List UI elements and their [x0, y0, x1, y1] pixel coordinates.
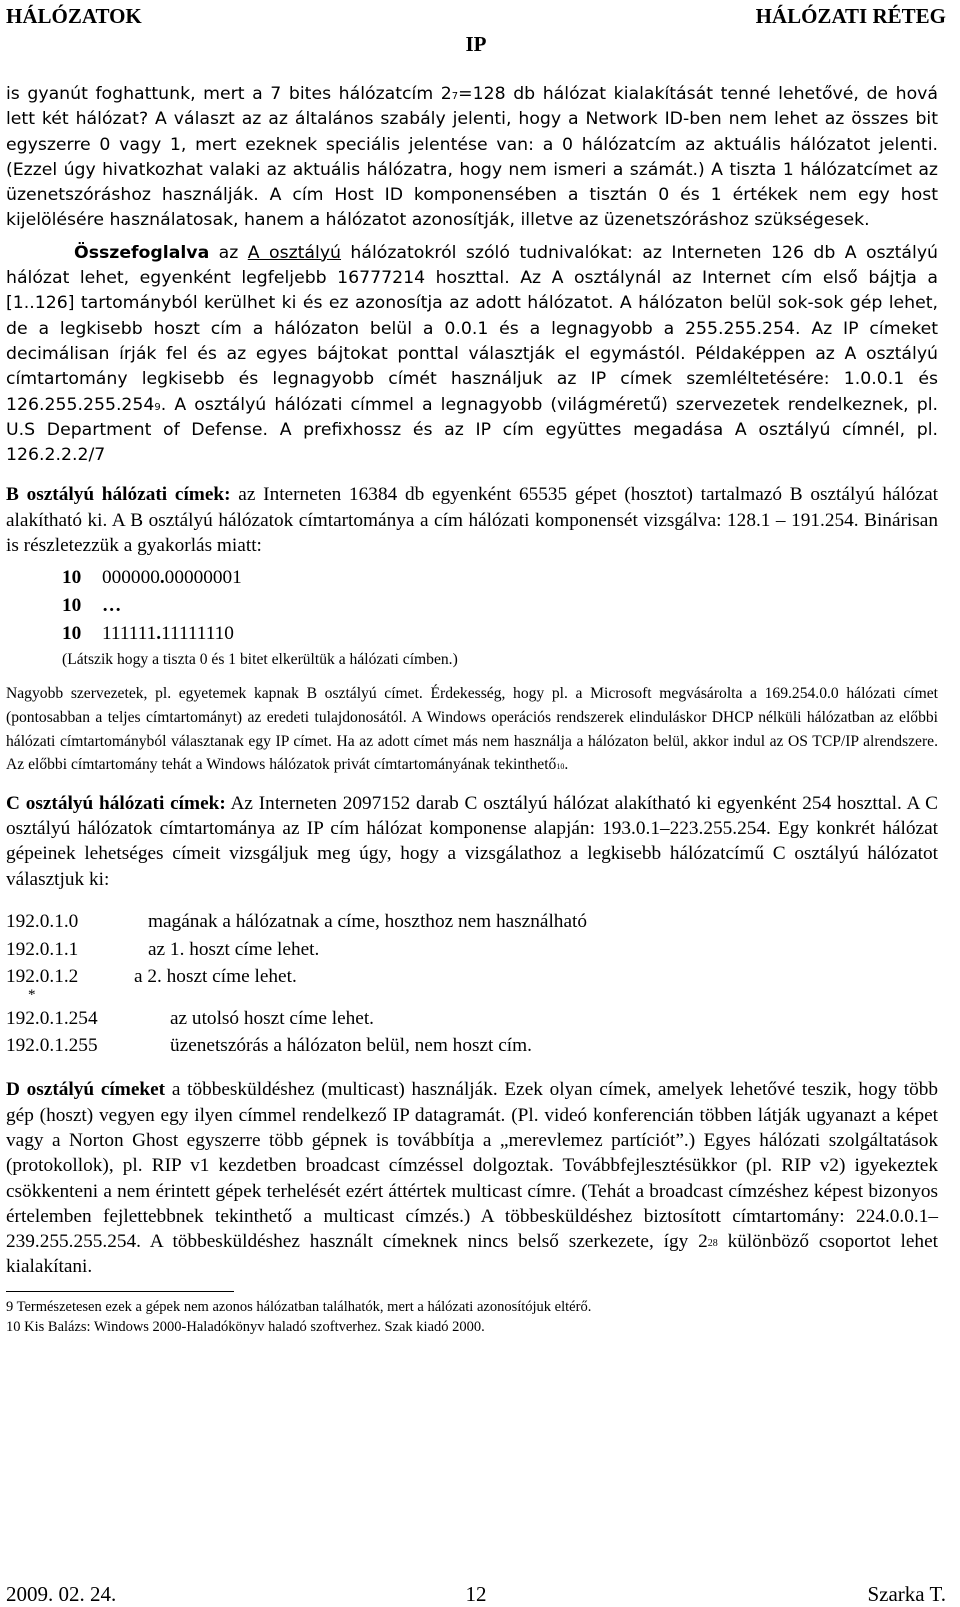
- ellipsis-star: *: [28, 987, 36, 1004]
- header-left: HÁLÓZATOK: [6, 4, 142, 28]
- address-row: 192.0.1.2 a 2. hoszt címe lehet.: [6, 966, 297, 988]
- address-row: 192.0.1.0 magának a hálózatnak a címe, hoszthoz nem használható: [6, 911, 587, 933]
- footer-author: Szarka T.: [867, 1582, 946, 1606]
- address-row: 192.0.1.255 üzenetszórás a hálózaton belül, nem hoszt cím.: [6, 1035, 532, 1057]
- binary-row: 10 …: [62, 595, 122, 617]
- address-row: 192.0.1.254 az utolsó hoszt címe lehet.: [6, 1007, 374, 1029]
- paragraph-microsoft: Nagyobb szervezetek, pl. egyetemek kapnak B osztályú címet. Érdekesség, hogy pl. a Microsoft megvásárolta a 169.254.0.0 hálózati címet (pontosabban a teljes címtartományt) az eredeti tulajdonosától. A Windows operációs rendszerek elinduláskor DHCP nélküli hálózatban az előbbi hálózati címtartományból választanak egy IP címet. Ha az adott címet más nem használja a hálózaton belül, akkor indul az OS TCP/IP alrendszere. Az előbbi címtartomány tehát a Windows hálózatok privát címtartományának tekinthető$^{10}$.: [6, 685, 938, 774]
- binary-row: 10 111111 . 11111110: [62, 623, 234, 645]
- paragraph-network-id: is gyanút foghattunk, mert a 7 bites hálózatcím $2^7=128$ db hálózat kialakítását tenné lehetővé, de hová lett két hálózat? A választ az az általános szabály jelenti, hogy a Network ID-ben nem lehet az összes bit egyszerre 0 vagy 1, mert ezeknek speciális jelentése van: a 0 hálózatcím az aktuális hálózatot jelenti. (Ezzel úgy hivatkozhat valaki az aktuális hálózatra, hogy nem ismeri a számát.) A tiszta 1 hálózatcímet az üzenetszóráshoz használják. A cím Host ID komponensében a tisztán 0 és 1 értékek nem egy host kijelölésére használatosak, hanem a hálózatot azonosítják, illetve az üzenetszóráshoz szükségesek.: [6, 84, 938, 231]
- paragraph-a-class-summary: Összefoglalva az A osztályú hálózatokról szóló tudnivalókat: az Interneten 126 db A osztályú hálózat lehet, egyenként legfeljebb 16777214 hoszttal. Az A osztálynál az Internet cím első bájtja a [1..126] tartományból kerülhet ki és ez azonosítja az adott hálózatot. A hálózaton belül sok-sok gép lehet, de a legkisebb hoszt cím a hálózaton belül a 0.0.1 és a legnagyobb a 255.255.254. Az IP címeket decimálisan írják fel és az egyes bájtokat ponttal választják el egymástól. Példaképpen az A osztályú címtartomány legkisebb és legnagyobb címét használjuk az IP címek szemléltetésére: 1.0.0.1 és 126.255.255.254$^9$. A osztályú hálózati címmel a legnagyobb (világméretű) szervezetek rendelkeznek, pl. U.S Department of Defense. A prefixhossz és az IP cím együttes megadása A osztályú címnél, pl. 126.2.2.2/7: [6, 242, 939, 466]
- footer-date: 2009. 02. 24.: [6, 1582, 117, 1606]
- footer-page-number: 12: [465, 1582, 487, 1606]
- address-row: 192.0.1.1 az 1. hoszt címe lehet.: [6, 938, 320, 960]
- binary-note: (Látszik hogy a tiszta 0 és 1 bitet elkerültük a hálózati címben.): [62, 651, 458, 669]
- footnote-10: 10 Kis Balázs: Windows 2000-Haladókönyv haladó szoftverhez. Szak kiadó 2000.: [6, 1318, 485, 1335]
- footnote-9: 9 Természetesen ezek a gépek nem azonos hálózatban találhatók, mert a hálózati azonosítójuk eltérő.: [6, 1298, 592, 1315]
- c-class-address-table: [6, 906, 938, 1058]
- binary-row: 10 000000 . 00000001: [62, 567, 242, 589]
- paragraph-c-class: C osztályú hálózati címek: Az Interneten 2097152 darab C osztályú hálózat alakítható ki egyenként 254 hoszttal. A C osztályú hálózatok címtartománya az IP cím hálózat komponense alapján: 193.0.1–223.255.254. Egy konkrét hálózat gépeinek lehetséges címeit vizsgáljuk meg úgy, hogy a vizsgálathoz a legkisebb hálózatcímű C osztályú hálózatot választjuk ki:: [6, 792, 939, 890]
- paragraph-b-class: B osztályú hálózati címek: az Interneten 16384 db egyenként 65535 gépet (hosztot) tartalmazó B osztályú hálózat alakítható ki. A B osztályú hálózatok címtartománya a cím hálózati komponensét vizsgálva: 128.1 – 191.254. Binárisan is részletezzük a gyakorlás miatt:: [6, 484, 938, 557]
- footnote-separator: [6, 1291, 234, 1292]
- binary-table: [62, 564, 938, 648]
- page-header: [6, 4, 946, 64]
- page-body: [6, 82, 938, 1337]
- header-right: HÁLÓZATI RÉTEG: [755, 4, 946, 28]
- page-footer: [6, 1577, 946, 1607]
- header-center: IP: [465, 32, 487, 56]
- paragraph-d-class: D osztályú címeket a többesküldéshez (multicast) használják. Ezek olyan címek, amelyek lehetővé teszik, hogy több gép (hoszt) vegyen egy ilyen címmel rendelkező IP datagramát. (Pl. videó konferencián többen látják ugyanazt a képet vagy a Norton Ghost egyszerre több gépnek is továbbítja a „merevlemez partíciót”.) Egyes hálózati szolgáltatások (protokollok), pl. RIP v1 kezdetben broadcast címzéssel dolgoztak. Továbbfejlesztésükkor (pl. RIP v2) igyekeztek csökkenteni a nem érintett gépek terhelését ezért áttértek multicast címre. (Tehát a broadcast címzéshez képest bizonyos értelemben fejlettebbnek tekinthető a multicast címzés.) A többesküldéshez biztosított címtartomány: 224.0.0.1–239.255.255.254. A többesküldéshez használt címeknek nincs belső szerkezete, így $2^{28}$ különböző csoportot lehet kialakítani.: [6, 1079, 938, 1278]
